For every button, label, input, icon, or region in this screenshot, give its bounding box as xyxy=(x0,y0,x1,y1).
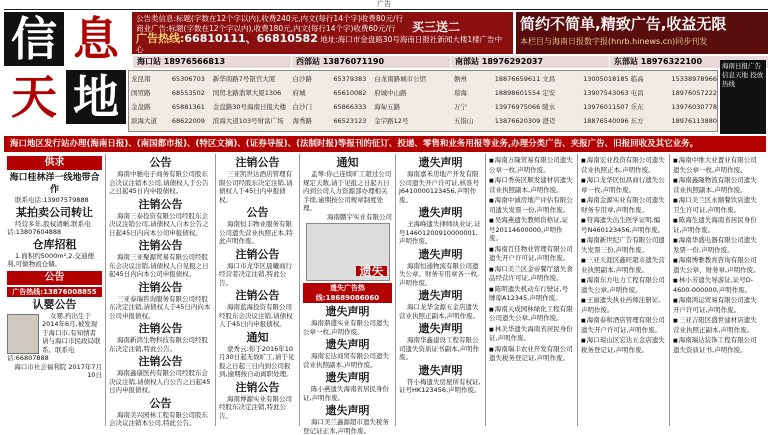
list-item: ■ 林美华遗失海南省居民身份证,声明作废。 xyxy=(489,325,574,343)
table-cell: 五指山 xyxy=(453,117,474,125)
list-item: ■ 海南鑫隆物流有限公司遗失营业执照副本,声明作废。 xyxy=(673,176,763,194)
table-cell: 龙昆南 xyxy=(131,75,151,83)
logo-char-1: 信 xyxy=(4,12,64,66)
side-info-box: 海南日报广告信息天地 投放热线 xyxy=(720,60,766,134)
notice-title: 遗失声明 xyxy=(418,156,463,169)
list-item: ■ 海口美兰区永顺餐饮店遗失卫生许可证,声明作废。 xyxy=(673,196,763,214)
station-east[interactable]: 东部站 18976322100 xyxy=(609,56,768,68)
table-cell: 文昌 xyxy=(542,75,556,83)
list-item: ■ 陈海生遗失海南省居民身份证,声明作废。 xyxy=(673,216,763,234)
notice-body: 蒙秀云:你于2016年10月30日起无故旷工,请于见报之日起三日内到公司报到,逾期按自动离职处理。 xyxy=(219,344,295,378)
list-item: ■ 王丽遗失执业药师注册证,声明作废。 xyxy=(581,296,666,314)
table-row xyxy=(129,75,717,83)
table-cell: 儋州 xyxy=(453,75,467,83)
lost-cartoon-illustration xyxy=(306,223,390,281)
notice-body: 三亚泰瑞咨询服务有限公司经股东决定注销,请债权人于45日内向本公司申报债权。 xyxy=(109,294,211,320)
classified-title: 仓库招租 xyxy=(32,237,77,251)
table-cell: 白沙门 xyxy=(292,103,312,111)
classified-text: 经营多年,股权清晰,联系电话:13807604888 xyxy=(7,219,91,236)
list-item: ■ 陈明遗失机动车行驶证,号牌琼A12345,声明作废。 xyxy=(489,285,574,303)
notice-title: 注销公告 xyxy=(138,322,183,335)
list-item: ■ 吴海燕遗失教师资格证,证号20114600000,声明作废。 xyxy=(489,216,574,243)
table-cell: 金宇路12号 xyxy=(374,117,409,125)
table-cell: 13005018185 xyxy=(583,75,629,83)
notice-body: 海南美兴园林工程有限公司股东会决议注销本公司,特此公告。 xyxy=(109,410,208,427)
table-cell: 13876620309 xyxy=(494,117,541,125)
table-cell: 陵水 xyxy=(542,103,556,111)
table-cell: 屯昌 xyxy=(630,89,644,97)
notice-title: 遗失声明 xyxy=(418,289,463,302)
notice-body: 孟琴:你已连续旷工超过公司规定天数,请于见报之日起五日内到公司人力资源部办理相关手续,逾期按公司规章制度处理。 xyxy=(303,170,392,212)
table-cell: 金盘路30号海南日报大楼 xyxy=(212,103,286,111)
list-item: ■ 海口龙华区恒昌商行遗失公章一枚,声明作废。 xyxy=(581,176,666,194)
table-cell: 18898601554 xyxy=(494,89,541,97)
notice-body: 符小梅遗失房屋所有权证,证号HK123456,声明作废。 xyxy=(399,377,481,394)
notice-title: 遗失声明 xyxy=(325,305,370,318)
notice-title: 公告 xyxy=(149,396,172,410)
list-item: ■ 海南华盛电器有限公司遗失发票一份,声明作废。 xyxy=(673,236,763,254)
table-cell: 滨海大道103号财富广场 xyxy=(212,117,284,125)
notice-body: 海南宏达商贸有限公司遗失营业执照副本,声明作废。 xyxy=(303,352,389,369)
list-item: ■ 海南鸿运贸易有限公司遗失开户许可证,声明作废。 xyxy=(673,296,763,314)
table-cell: 万宁 xyxy=(453,103,467,111)
logo xyxy=(4,12,130,126)
table-row xyxy=(129,117,717,125)
notice-title: 公告 xyxy=(246,206,269,219)
notice-title: 注销公告 xyxy=(235,156,280,169)
table-cell: 新华南路7号银宫大厦 xyxy=(212,75,276,83)
slogan-title: 简约不简单,精致广告,收益无限 xyxy=(520,15,727,33)
notice-signature: 海口市社会福利院 2017年7月10日 xyxy=(14,362,102,379)
table-cell: 海甸五路 xyxy=(374,103,401,111)
logo-char-4: 地 xyxy=(66,70,126,124)
station-south[interactable]: 南部站 18976292037 xyxy=(450,56,609,68)
table-cell: 定安 xyxy=(542,89,556,97)
notice-title: 遗失声明 xyxy=(325,338,370,351)
notice-body: 海南博源实业有限公司经股东决定注销,特此公告。 xyxy=(219,394,292,420)
office-address: 地址:海口市金盘路30号海南日报社新闻大楼1楼广告中心 xyxy=(136,35,503,54)
table-cell: 澄迈 xyxy=(542,117,556,125)
notice-title: 遗失声明 xyxy=(325,371,370,384)
infant-photo xyxy=(7,314,39,354)
notice-title: 注销公告 xyxy=(138,280,183,294)
notice-body: 海南中驰电子商务有限公司股东会决议注销本公司,请债权人于公告之日起45日内申报债权。 xyxy=(109,170,209,195)
ad-hotline[interactable]: 广告热线:13876008855 xyxy=(7,287,102,297)
column-lost-items-1 xyxy=(486,154,578,426)
notice-body: 海南华鑫建设工程有限公司遗失资质证书副本,声明作废。 xyxy=(399,336,480,361)
table-cell: 滨海大道 xyxy=(131,117,157,125)
list-item: ■ 海南瑞丰农业开发有限公司遗失税务登记证,声明作废。 xyxy=(489,345,574,363)
list-item: ■ 海南天成园林绿化工程有限公司遗失公章,声明作废。 xyxy=(489,305,574,323)
table-cell: 18976113880 xyxy=(671,117,717,125)
table-row xyxy=(129,103,717,111)
list-item: ■ 海南宏业投资有限公司遗失营业执照正本,声明作废。 xyxy=(581,156,666,174)
column-lost-items-3 xyxy=(670,154,766,426)
table-cell: 65379383 xyxy=(333,75,367,83)
table-cell: 68553502 xyxy=(171,89,205,97)
table-row xyxy=(129,89,717,97)
list-item: ■ 海南万隆贸易有限公司遗失公章一枚,声明作废。 xyxy=(489,156,574,174)
notice-title: 注销公告 xyxy=(138,239,183,252)
page-section-label: 广告 xyxy=(377,0,391,8)
table-cell: 临高 xyxy=(630,75,644,83)
notice-title: 遗失声明 xyxy=(418,322,463,335)
logo-char-3: 天 xyxy=(11,70,57,124)
lost-ad-hotline[interactable]: 遗失广告热线:18689086060 xyxy=(303,283,392,303)
notice-title: 遗失声明 xyxy=(418,247,463,261)
notice-title: 注销公告 xyxy=(138,197,183,211)
notice-body: 海南鑫康医药有限公司经股东会决议注销,请债权人自公告之日起45日内申报债权。 xyxy=(109,369,211,394)
column-supply-demand xyxy=(4,154,106,426)
list-item: ■ 海口秀英区顺发建材店遗失营业执照副本,声明作废。 xyxy=(489,176,574,194)
notice-body: 王海峰遗失律师执业证,证号14601200910000001,声明作废。 xyxy=(399,220,481,245)
table-cell: 金盘路 xyxy=(131,103,151,111)
list-item: ■ 海南百佳物业管理有限公司遗失开户许可证,声明作废。 xyxy=(489,245,574,263)
section-header-supply: 供求 xyxy=(7,156,102,170)
list-item: ■ 三亚天涯区鑫旺超市遗失营业执照副本,声明作废。 xyxy=(581,256,666,274)
section-header-notice: 公告 xyxy=(7,271,102,285)
list-item: ■ 海南博雅教育咨询有限公司遗失公章、财务章,声明作废。 xyxy=(673,256,763,274)
agent-directory-table xyxy=(128,70,718,132)
station-list xyxy=(132,56,768,68)
notice-title: 注销公告 xyxy=(235,380,280,394)
table-cell: 琼海 xyxy=(453,89,467,97)
table-cell: 东方 xyxy=(630,117,644,125)
notice-title: 注销公告 xyxy=(235,247,280,261)
table-cell: 66523123 xyxy=(333,117,367,125)
notice-body: 海南鼎盛实业有限公司遗失公章一枚,声明作废。 xyxy=(303,319,389,336)
notice-body: 三亚凯世达酒店管理有限公司经股东决定注销,请债权人于45日内申报债权。 xyxy=(219,170,293,204)
classified-text: 联系电话:13907579888 xyxy=(15,196,89,204)
notice-body: 女婴,约出生于2014年6月,被发现于海口市,有知情者请与海口市民政局联系。联系电话:66807888 xyxy=(7,311,101,362)
notice-body: 海南恒通物流有限公司遗失公章、财务专用章各一枚,声明作废。 xyxy=(399,261,480,287)
notice-body: 海口市龙华区晨曦商行经营者决定注销,特此公告。 xyxy=(219,261,292,287)
list-item: ■ 海南中维大业置业有限公司遗失公章一枚,声明作废。 xyxy=(673,156,763,174)
column-lost-items-2 xyxy=(578,154,670,426)
list-item: ■ 海南瑞达装饰工程有限公司遗失资质证书,声明作废。 xyxy=(673,336,763,354)
list-item: ■ 三亚吉阳区盛世建材店遗失营业执照正副本,声明作废。 xyxy=(673,316,763,334)
table-cell: 18876659611 xyxy=(494,75,541,83)
table-cell: 65610082 xyxy=(333,89,367,97)
column-notices-2 xyxy=(216,154,300,426)
notice-body: 海南三亚聚源贸易有限公司经股东会决议注销,请债权人自见报之日起45日内向本公司申报债权。 xyxy=(109,253,209,278)
table-cell: 65881361 xyxy=(171,103,205,111)
table-cell: 13976030778 xyxy=(671,103,717,111)
slogan-box xyxy=(516,12,768,54)
list-item: ■ 海南金源实业有限公司遗失财务专用章,声明作废。 xyxy=(581,196,666,214)
notice-body: 陈小燕遗失海南省居民身份证,声明作废。 xyxy=(303,385,389,402)
distribution-notice-band: 海口地区发行站办理(海南日报)、(南国都市报)、(特区文摘)、(证券导报)、(法制时报)等报刊的征订、投递、零售和业务用报等业务,办理分类广告、夹报广告、旧报回收及其它业务。 xyxy=(4,136,766,152)
list-item: ■ 海南中诚房地产评估有限公司遗失发票一份,声明作废。 xyxy=(489,196,574,214)
table-cell: 65866333 xyxy=(333,103,367,111)
list-item: ■ 海南新世纪广告有限公司遗失发票三份,声明作废。 xyxy=(581,236,666,254)
lost-label: 遗失 xyxy=(356,266,386,277)
classified-text: 1.面积约5000m²,2.交通便利,可做物流仓储。 xyxy=(7,251,94,268)
table-cell: 白沙路 xyxy=(292,75,312,83)
slogan-subtitle: 本栏目与海南日报数字报(hnrb.hinews.cn)同步刊发 xyxy=(520,37,708,46)
notice-title: 遗失声明 xyxy=(418,363,463,377)
table-cell: 国贸北路翡翠大厦1306 xyxy=(212,89,282,97)
notice-title: 通知 xyxy=(246,330,269,344)
table-cell: 府城中山路 xyxy=(374,89,407,97)
table-cell: 13976011507 xyxy=(583,103,629,111)
notice-title: 遗失声明 xyxy=(325,404,370,417)
column-lost-notices-2 xyxy=(396,154,486,426)
list-item: ■ 海南泰和酒店管理有限公司遗失开户许可证,声明作废。 xyxy=(581,316,666,334)
table-cell: 18976057222 xyxy=(671,89,717,97)
promo-badge: 买三送二 xyxy=(412,20,461,34)
logo-char-2: 息 xyxy=(73,12,119,66)
notice-signature: 海南鹏宇实业有限公司 xyxy=(327,212,392,221)
list-item: ■ 海口美兰区金帝餐厅遗失食品经营许可证,声明作废。 xyxy=(489,265,574,283)
list-item: ■ 林小芳遗失导游证,证号D-4600-000000,声明作废。 xyxy=(673,276,763,294)
table-cell: 65306703 xyxy=(171,75,205,83)
notice-body: 海口美兰鑫源超市遗失税务登记证正本,声明作废。 xyxy=(303,418,389,435)
column-lost-notices-1 xyxy=(300,154,396,435)
notice-body: 海南嘉禾房地产开发有限公司遗失开户许可证,核准号J6410000123456,声明作废。 xyxy=(399,170,480,204)
table-cell: 18876540096 xyxy=(583,117,629,125)
table-cell: 13907543063 xyxy=(583,89,629,97)
hotline-label: 广告热线: xyxy=(136,32,185,45)
table-cell: 68622009 xyxy=(171,117,205,125)
notice-body: 海南新鸿生物科技有限公司经股东决定注销,特此公告。 xyxy=(109,336,208,353)
classified-title: 海口桂林洋一线地带合作 xyxy=(9,173,100,195)
table-cell: 海秀路 xyxy=(292,117,312,125)
column-notices-1 xyxy=(106,154,216,426)
list-item: ■ 海南东方电力工程有限公司遗失公章,声明作废。 xyxy=(581,276,666,294)
notice-title: 遗失声明 xyxy=(418,206,463,219)
notice-body: 海南恒丰物业服务有限公司遗失营业执照正本,特此声明作废。 xyxy=(219,220,293,245)
station-west[interactable]: 西部站 13876071190 xyxy=(291,56,450,68)
list-item: ■ 海口琼山区宏达五金店遗失税务登记证,声明作废。 xyxy=(581,336,666,354)
table-cell: 国贸路 xyxy=(131,89,151,97)
table-cell: 白龙南路城市公馆 xyxy=(374,75,427,83)
notice-title: 认婴公告 xyxy=(32,297,77,311)
pricing-line-1: 公告类信息:标题(字数在12个字以内),收费240元,内文(每行14个字)收费80元/行 xyxy=(136,14,403,23)
notice-body: 海口龙华金源五金店遗失营业执照正副本,声明作废。 xyxy=(399,303,480,320)
pricing-line-2: 商业广告:标题(字数在12个字以内),收费180元,内文(每行14个字)收费60元/行 xyxy=(136,24,396,33)
table-cell: 13976975066 xyxy=(494,103,541,111)
list-item: ■ 符海遗失出生医学证明,编号N460123456,声明作废。 xyxy=(581,216,666,234)
notice-title: 通知 xyxy=(336,156,359,169)
notice-title: 注销公告 xyxy=(138,355,183,368)
notice-title: 公告 xyxy=(149,156,172,169)
table-cell: 15338978966 xyxy=(671,75,717,83)
station-haikou[interactable]: 海口站 18976566813 xyxy=(132,56,291,68)
classified-title: 某拍卖公司转让 xyxy=(16,205,93,219)
notice-body: 海南三泰投资有限公司经股东会决议注销公司,请债权人自本公告之日起45日内向本公司申报债权。 xyxy=(109,211,209,237)
hotline-number[interactable]: 66810111、66810582 xyxy=(184,32,318,45)
notice-title: 注销公告 xyxy=(235,289,280,302)
notice-body: 海南蓝海投资有限公司经股东会决议注销,请债权人于45日内申报债权。 xyxy=(219,303,293,328)
table-cell: 乐东 xyxy=(630,103,644,111)
table-cell: 府城 xyxy=(292,89,306,97)
